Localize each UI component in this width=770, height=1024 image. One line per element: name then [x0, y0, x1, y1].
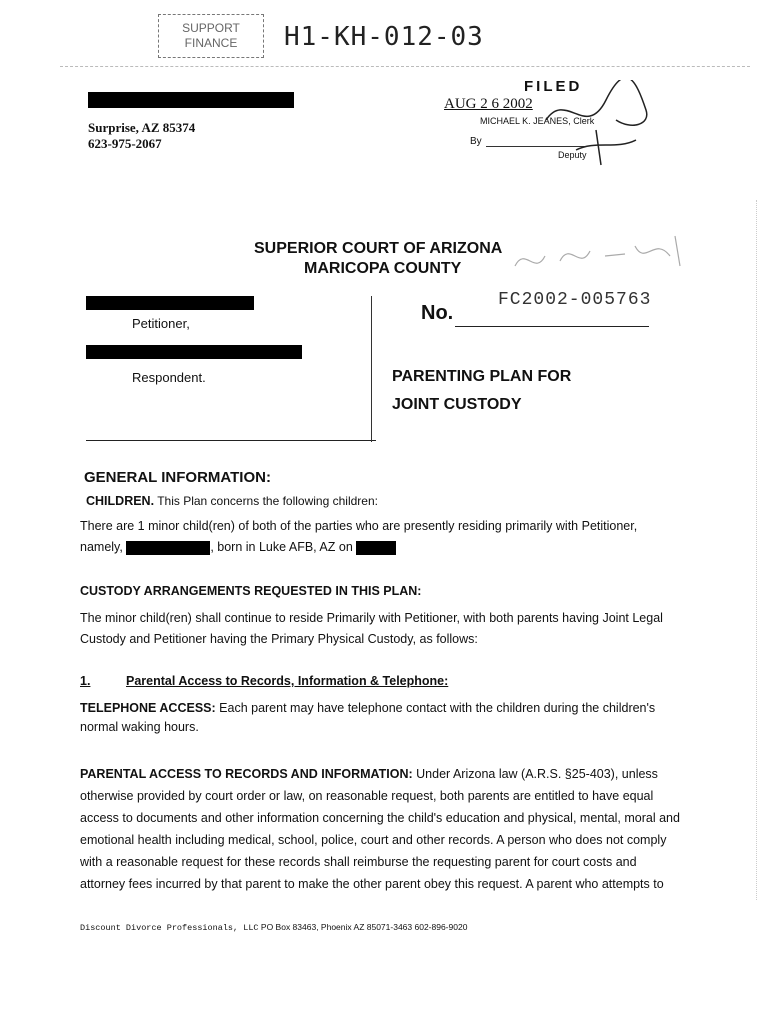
clerk-signature — [536, 80, 666, 170]
section-1-heading: Parental Access to Records, Information & Telephone: — [126, 674, 449, 688]
records-line-2: otherwise provided by court order or law, on reasonable request, both parents are entitled to have equal — [80, 789, 654, 803]
redacted-petitioner-name — [86, 296, 254, 310]
address-line-1: Surprise, AZ 85374 — [88, 120, 196, 135]
court-name: SUPERIOR COURT OF ARIZONA — [254, 240, 503, 257]
redacted-child-name — [126, 541, 210, 555]
footer — [80, 922, 467, 933]
records-access-label: PARENTAL ACCESS TO RECORDS AND INFORMATION: — [80, 767, 413, 781]
plan-title-line-1: PARENTING PLAN FOR — [392, 368, 572, 385]
stamp-line-2: FINANCE — [184, 36, 238, 50]
children-line — [86, 494, 378, 508]
caption-bottom-rule — [86, 440, 376, 441]
filed-stamp — [440, 76, 670, 176]
namely-text: namely, — [80, 540, 123, 554]
faint-handwriting — [505, 226, 695, 286]
top-dashed-rule — [60, 66, 750, 67]
footer-address: PO Box 83463, Phoenix AZ 85071-3463 602-896-9020 — [260, 922, 468, 932]
general-information-heading: GENERAL INFORMATION: — [84, 469, 271, 486]
section-1-number: 1. — [80, 674, 91, 688]
records-line-4: emotional health including medical, school, police, court and other records. A person who does not comply — [80, 833, 667, 847]
born-text: , born in Luke AFB, AZ on — [210, 540, 353, 554]
redacted-respondent-name — [86, 345, 302, 359]
children-text: This Plan concerns the following children: — [157, 494, 378, 508]
respondent-label: Respondent. — [132, 370, 206, 385]
redacted-party-name — [88, 92, 294, 108]
redacted-birth-date — [356, 541, 396, 555]
case-number: FC2002-005763 — [498, 290, 652, 310]
records-line-1 — [80, 763, 692, 785]
court-county: MARICOPA COUNTY — [304, 260, 462, 277]
records-text-1: Under Arizona law (A.R.S. §25-403), unless — [416, 767, 658, 781]
filed-deputy: Deputy — [558, 150, 587, 160]
filed-clerk: MICHAEL K. JEANES, Clerk — [480, 116, 595, 126]
stamp-line-1: SUPPORT — [182, 21, 240, 35]
right-margin-scan-marks — [756, 200, 758, 900]
filed-label: FILED — [524, 78, 583, 95]
filed-by: By — [470, 136, 482, 147]
telephone-access-text: Each parent may have telephone contact with the children during the children's — [219, 701, 656, 715]
caption-bracket — [371, 296, 381, 442]
children-label: CHILDREN. — [86, 494, 155, 508]
telephone-access-label: TELEPHONE ACCESS: — [80, 701, 216, 715]
custody-line-2: Custody and Petitioner having the Primary Physical Custody, as follows: — [80, 632, 478, 646]
records-line-3: access to documents and other information concerning the child's education and physical, mental, moral and — [80, 811, 680, 825]
support-finance-stamp — [158, 14, 264, 58]
handwritten-case-code: H1-KH-012-03 — [284, 22, 484, 52]
petitioner-label: Petitioner, — [132, 316, 190, 331]
telephone-access-line-2: normal waking hours. — [80, 720, 199, 734]
filed-date: AUG 2 6 2002 — [444, 96, 533, 112]
plan-title-line-2: JOINT CUSTODY — [392, 396, 522, 413]
case-no-label: No. — [421, 302, 454, 324]
case-no-underline — [455, 326, 649, 327]
children-paragraph-line-2 — [80, 536, 692, 558]
address-line-2: 623-975-2067 — [88, 136, 162, 151]
custody-line-1: The minor child(ren) shall continue to reside Primarily with Petitioner, with both parents having Joint Legal — [80, 611, 663, 625]
records-line-6: attorney fees incurred by that parent to make the other parent obey this request. A parent who attempts to — [80, 877, 664, 891]
footer-company: Discount Divorce Professionals, LLC — [80, 923, 259, 933]
children-paragraph-line-1: There are 1 minor child(ren) of both of the parties who are presently residing primarily with Petitioner, — [80, 519, 638, 533]
records-line-5: with a reasonable request for these records shall reimburse the requesting parent for court costs and — [80, 855, 637, 869]
custody-heading: CUSTODY ARRANGEMENTS REQUESTED IN THIS PLAN: — [80, 584, 422, 598]
